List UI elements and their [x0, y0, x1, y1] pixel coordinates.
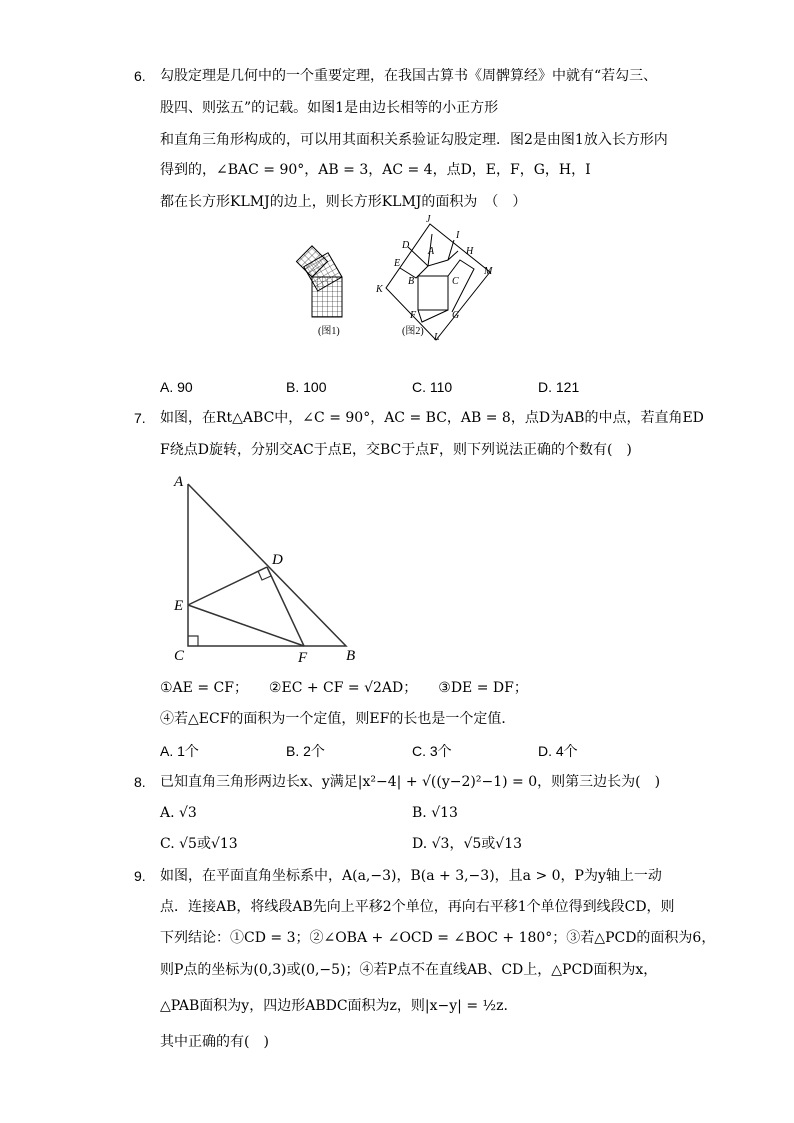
label-m: M	[484, 266, 493, 277]
q6-option-c: C. 110	[412, 379, 453, 395]
q7-statement-2: ④若△ECF的面积为一个定值，则EF的长也是一个定值．	[160, 711, 516, 727]
q8-option-d: D. √3，√5或√13	[412, 836, 523, 852]
segment-de	[188, 567, 267, 605]
label-b: B	[408, 276, 415, 287]
label-c: C	[452, 276, 459, 287]
label-b: B	[346, 648, 356, 664]
label-c: C	[174, 648, 185, 664]
q7-option-b: B. 2个	[286, 743, 325, 759]
q9-line-4: 则P点的坐标为(0,3)或(0,−5)；④若P点不在直线AB、CD上，△PCD面积为x，	[160, 962, 658, 978]
label-j: J	[426, 214, 431, 225]
q6-fig2-caption: (图2)	[402, 326, 424, 337]
label-d: D	[272, 552, 283, 568]
square-bcfg	[418, 276, 448, 310]
q6-number: 6.	[134, 68, 146, 84]
q7-line-2: F绕点D旋转，分别交AC于点E，交BC于点F，则下列说法正确的个数有( )	[160, 442, 632, 458]
label-k: K	[376, 284, 383, 295]
q6-fig1-caption: (图1)	[318, 326, 340, 337]
q7-number: 7.	[134, 410, 146, 426]
q7-option-c: C. 3个	[412, 743, 452, 759]
label-d: D	[402, 240, 410, 251]
label-l: L	[434, 332, 440, 343]
q6-line-3: 和直角三角形构成的，可以用其面积关系验证勾股定理．图2是由图1放入长方形内	[160, 132, 668, 148]
q9-line-5: △PAB面积为y，四边形ABDC面积为z，则|x−y| = ½z.	[160, 998, 508, 1014]
q9-line-1: 如图，在平面直角坐标系中，A(a,−3)，B(a + 3,−3)，且a > 0，P为y轴上一动	[160, 868, 662, 884]
q8-option-b: B. √13	[412, 805, 458, 821]
q6-line-2: 股四、则弦五”的记载。如图1是由边长相等的小正方形	[160, 100, 499, 116]
q9-number: 9.	[134, 868, 146, 884]
label-e: E	[174, 598, 184, 614]
q7-line-1: 如图，在Rt△ABC中，∠C = 90°，AC = BC，AB = 8，点D为AB的中点，若直角ED	[160, 410, 704, 426]
label-f: F	[410, 310, 417, 321]
q8-option-c: C. √5或√13	[160, 836, 238, 852]
label-a: A	[174, 474, 184, 490]
q6-option-b: B. 100	[286, 379, 327, 395]
q9-line-6: 其中正确的有( )	[160, 1034, 269, 1050]
label-f: F	[298, 650, 308, 666]
q6-line-4: 得到的，∠BAC = 90°，AB = 3，AC = 4，点D，E，F，G，H，I	[160, 162, 591, 178]
q6-figure-1	[292, 236, 372, 346]
q6-option-d: D. 121	[538, 379, 580, 395]
q9-line-3: 下列结论：①CD = 3；②∠OBA + ∠OCD = ∠BOC + 180°；③若△PCD的面积为6，	[160, 930, 716, 946]
triangle-acb	[188, 484, 346, 646]
label-a: A	[428, 246, 435, 257]
q6-option-a: A. 90	[160, 379, 193, 395]
q7-option-a: A. 1个	[160, 743, 199, 759]
segment-ef	[188, 605, 304, 646]
q6-figure-2	[372, 214, 502, 344]
q7-statement-1: ①AE = CF； ②EC + CF = √2AD； ③DE = DF；	[160, 680, 528, 696]
q6-line-1: 勾股定理是几何中的一个重要定理，在我国古算书《周髀算经》中就有“若勾三、	[160, 68, 658, 84]
q7-figure	[170, 470, 370, 670]
label-g: G	[452, 310, 460, 321]
q7-option-d: D. 4个	[538, 743, 578, 759]
label-i: I	[456, 230, 460, 241]
q8-line: 已知直角三角形两边长x、y满足|x²−4| + √((y−2)²−1) = 0，则第三边长为( )	[160, 774, 661, 790]
q6-line-5: 都在长方形KLMJ的边上，则长方形KLMJ的面积为 （ ）	[160, 194, 527, 210]
q8-option-a: A. √3	[160, 805, 197, 821]
label-e: E	[394, 258, 401, 269]
label-h: H	[466, 246, 474, 257]
q9-line-2: 点．连接AB，将线段AB先向上平移2个单位，再向右平移1个单位得到线段CD，则	[160, 899, 675, 915]
q8-number: 8.	[134, 774, 146, 790]
